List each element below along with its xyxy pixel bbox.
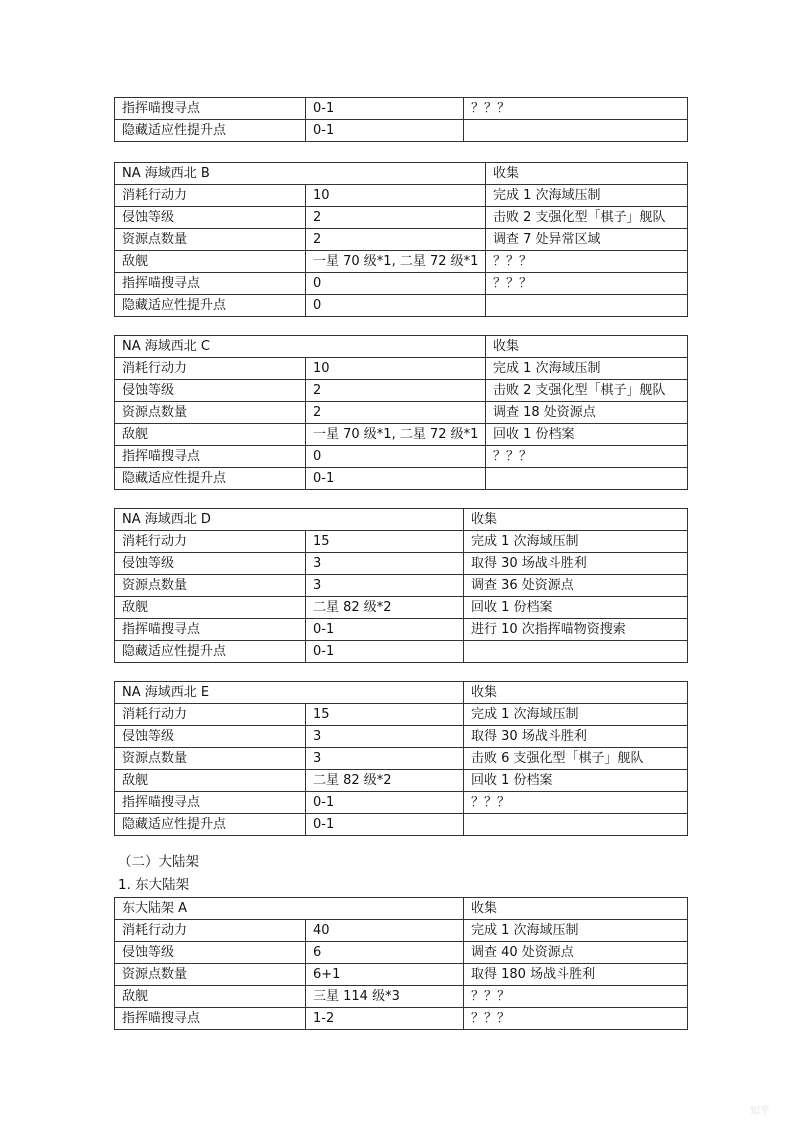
table-cell: ？？？	[464, 792, 688, 814]
table-cell	[486, 468, 688, 490]
table-row	[115, 358, 688, 380]
table-row	[115, 814, 688, 836]
table-cell: 15	[306, 531, 464, 553]
table-row	[115, 98, 688, 120]
table-cell: 收集	[464, 898, 688, 920]
table-cell: ？？？	[486, 273, 688, 295]
table-cell: ？？？	[464, 98, 688, 120]
table-cell: 一星 70 级*1, 二星 72 级*1	[306, 251, 486, 273]
table-cell: 2	[306, 229, 486, 251]
table-cell: 侵蚀等级	[115, 726, 306, 748]
table-cell: NA 海域西北 E	[115, 682, 464, 704]
table-cell: ？？？	[464, 986, 688, 1008]
table-cell: 指挥喵搜寻点	[115, 1008, 306, 1030]
table-row	[115, 792, 688, 814]
table-row	[115, 597, 688, 619]
table-cell	[464, 814, 688, 836]
table-cell: 取得 30 场战斗胜利	[464, 726, 688, 748]
table-cell: 隐藏适应性提升点	[115, 295, 306, 317]
table-cell: 0-1	[306, 468, 486, 490]
table-cell: 40	[306, 920, 464, 942]
table-cell: 2	[306, 402, 486, 424]
table-cell: 0-1	[306, 641, 464, 663]
table-row	[115, 641, 688, 663]
table-cell: ？？？	[486, 251, 688, 273]
table-cell: 收集	[486, 163, 688, 185]
table-cell: 敌舰	[115, 597, 306, 619]
table-row	[115, 942, 688, 964]
table-cell: 二星 82 级*2	[306, 597, 464, 619]
table-cell: 3	[306, 553, 464, 575]
table-row	[115, 120, 688, 142]
table-cell: 10	[306, 358, 486, 380]
table-row	[115, 468, 688, 490]
table-cell: 隐藏适应性提升点	[115, 641, 306, 663]
table-cell: NA 海域西北 C	[115, 336, 486, 358]
table-row	[115, 163, 688, 185]
table-row	[115, 229, 688, 251]
table-cell: 隐藏适应性提升点	[115, 468, 306, 490]
table-cell: 消耗行动力	[115, 185, 306, 207]
table-cell: 0	[306, 446, 486, 468]
table-cell: 敌舰	[115, 251, 306, 273]
table-cell: 击败 2 支强化型「棋子」舰队	[486, 380, 688, 402]
table-cell: 三星 114 级*3	[306, 986, 464, 1008]
table-row	[115, 726, 688, 748]
table-row	[115, 898, 688, 920]
table-cell: 10	[306, 185, 486, 207]
table-cell: 击败 6 支强化型「棋子」舰队	[464, 748, 688, 770]
table-cell: 调查 36 处资源点	[464, 575, 688, 597]
table-cell: 0-1	[306, 98, 464, 120]
table-cell: 0-1	[306, 814, 464, 836]
table-row	[115, 1008, 688, 1030]
table-cell: 击败 2 支强化型「棋子」舰队	[486, 207, 688, 229]
table-row	[115, 509, 688, 531]
tbl-na-nw-d	[114, 508, 688, 663]
table-cell: 敌舰	[115, 770, 306, 792]
table-cell: 侵蚀等级	[115, 207, 306, 229]
table-row	[115, 770, 688, 792]
table-row	[115, 185, 688, 207]
table-cell: 资源点数量	[115, 229, 306, 251]
table-cell: 调查 40 处资源点	[464, 942, 688, 964]
table-cell: 6+1	[306, 964, 464, 986]
table-cell: 资源点数量	[115, 748, 306, 770]
table-cell: 指挥喵搜寻点	[115, 619, 306, 641]
table-cell: 进行 10 次指挥喵物资搜索	[464, 619, 688, 641]
table-row	[115, 295, 688, 317]
table-row	[115, 531, 688, 553]
table-cell: 消耗行动力	[115, 920, 306, 942]
section-continental-shelf: （二）大陆架	[118, 854, 199, 870]
table-cell: NA 海域西北 D	[115, 509, 464, 531]
table-cell: 指挥喵搜寻点	[115, 446, 306, 468]
table-cell: 东大陆架 A	[115, 898, 464, 920]
table-cell: 消耗行动力	[115, 358, 306, 380]
table-cell: 敌舰	[115, 986, 306, 1008]
table-row	[115, 251, 688, 273]
table-cell: 2	[306, 380, 486, 402]
table-cell	[464, 641, 688, 663]
tbl-na-nw-b	[114, 162, 688, 317]
table-row	[115, 380, 688, 402]
table-cell: 回收 1 份档案	[486, 424, 688, 446]
table-cell: 完成 1 次海域压制	[486, 358, 688, 380]
table-row	[115, 424, 688, 446]
table-cell: 0-1	[306, 619, 464, 641]
table-row	[115, 207, 688, 229]
table-cell: 0	[306, 295, 486, 317]
table-row	[115, 619, 688, 641]
table-cell: 隐藏适应性提升点	[115, 120, 306, 142]
table-cell: 取得 180 场战斗胜利	[464, 964, 688, 986]
table-row	[115, 336, 688, 358]
table-cell: NA 海域西北 B	[115, 163, 486, 185]
table-cell: 收集	[464, 682, 688, 704]
table-cell: 指挥喵搜寻点	[115, 98, 306, 120]
table-cell: 一星 70 级*1, 二星 72 级*1	[306, 424, 486, 446]
table-row	[115, 575, 688, 597]
table-cell: 敌舰	[115, 424, 306, 446]
table-row	[115, 920, 688, 942]
table-cell: 资源点数量	[115, 964, 306, 986]
table-cell: 二星 82 级*2	[306, 770, 464, 792]
table-cell: 0-1	[306, 792, 464, 814]
table-cell: 隐藏适应性提升点	[115, 814, 306, 836]
table-row	[115, 273, 688, 295]
tbl-east-shelf-a	[114, 897, 688, 1030]
table-cell: 3	[306, 575, 464, 597]
table-row	[115, 553, 688, 575]
table-cell: 完成 1 次海域压制	[464, 704, 688, 726]
table-cell: 1-2	[306, 1008, 464, 1030]
table-cell: 回收 1 份档案	[464, 770, 688, 792]
tbl-prev	[114, 97, 688, 142]
table-row	[115, 446, 688, 468]
table-cell: 取得 30 场战斗胜利	[464, 553, 688, 575]
table-row	[115, 964, 688, 986]
table-cell: 6	[306, 942, 464, 964]
table-cell: 调查 7 处异常区域	[486, 229, 688, 251]
table-cell: 侵蚀等级	[115, 380, 306, 402]
table-cell: 完成 1 次海域压制	[486, 185, 688, 207]
table-cell: 3	[306, 748, 464, 770]
table-cell: 指挥喵搜寻点	[115, 792, 306, 814]
table-cell	[464, 120, 688, 142]
tbl-na-nw-c	[114, 335, 688, 490]
table-cell: 完成 1 次海域压制	[464, 531, 688, 553]
table-cell	[486, 295, 688, 317]
table-row	[115, 986, 688, 1008]
table-cell: ？？？	[486, 446, 688, 468]
table-cell: 2	[306, 207, 486, 229]
watermark: 知乎	[750, 1106, 770, 1117]
table-cell: 资源点数量	[115, 402, 306, 424]
table-cell: 收集	[486, 336, 688, 358]
table-cell: 3	[306, 726, 464, 748]
table-cell: ？？？	[464, 1008, 688, 1030]
table-cell: 0-1	[306, 120, 464, 142]
table-cell: 0	[306, 273, 486, 295]
table-row	[115, 704, 688, 726]
table-cell: 消耗行动力	[115, 704, 306, 726]
table-cell: 侵蚀等级	[115, 553, 306, 575]
table-cell: 回收 1 份档案	[464, 597, 688, 619]
table-row	[115, 682, 688, 704]
table-cell: 消耗行动力	[115, 531, 306, 553]
table-cell: 资源点数量	[115, 575, 306, 597]
tbl-na-nw-e	[114, 681, 688, 836]
table-row	[115, 748, 688, 770]
table-cell: 15	[306, 704, 464, 726]
table-cell: 完成 1 次海域压制	[464, 920, 688, 942]
subsection-east-shelf: 1. 东大陆架	[118, 877, 190, 893]
table-cell: 指挥喵搜寻点	[115, 273, 306, 295]
table-cell: 侵蚀等级	[115, 942, 306, 964]
table-cell: 收集	[464, 509, 688, 531]
table-cell: 调查 18 处资源点	[486, 402, 688, 424]
table-row	[115, 402, 688, 424]
